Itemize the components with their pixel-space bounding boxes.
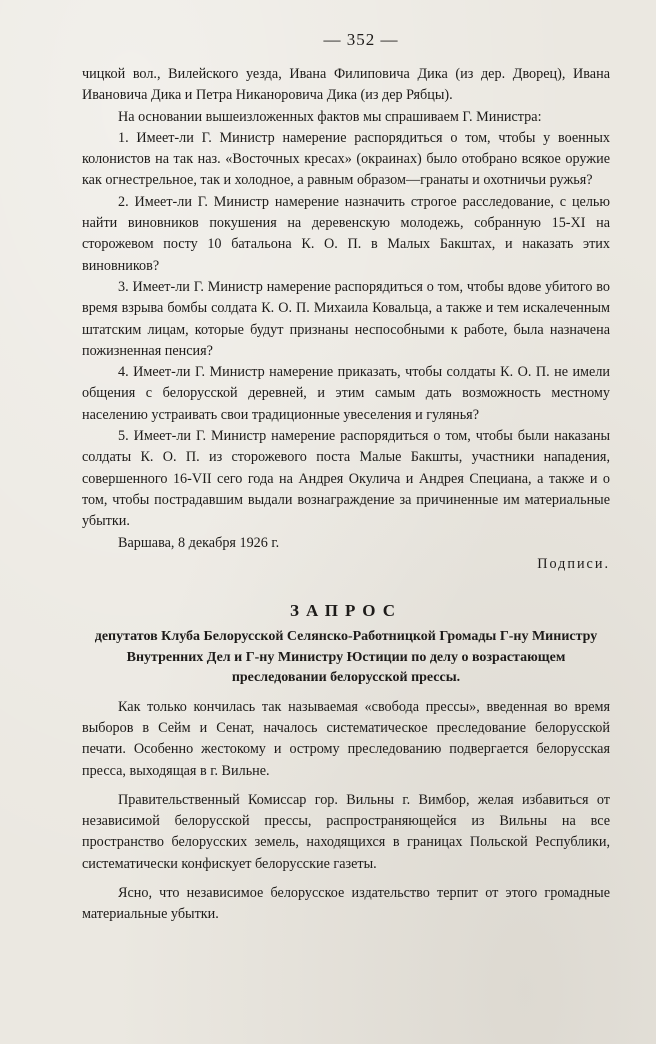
signature-line [82, 554, 610, 575]
paragraph-continuation: чицкой вол., Вилейского уезда, Ивана Филиповича Дика (из дер. Дворец), Ивана Ивановича Дика и Петра Никаноровича Дика (из дер Рябцы). [82, 66, 610, 104]
question-5: 5. Имеет-ли Г. Министр намерение распорядиться о том, чтобы были наказаны солдаты К. О. П. из сторожевого поста Малые Бакшты, участники нападения, совершенного 16-VII сего года на Андрея Окулича и Андрея Специана, а также и о том, чтобы пострадавшим выдали вознаграждение за причиненные им материальные убытки. [82, 428, 610, 530]
paragraph-press-1: Как только кончилась так называемая «свобода прессы», введенная во время выборов в Сейм и Сенат, началось систематическое преследование белорусской печати. Особенно жестокому и острому преследованию подвергается белорусская пресса, выходящая в г. Вильне. [82, 698, 610, 779]
section-subtitle: депутатов Клуба Белорусской Селянско-Работницкой Громады Г-ну Министру Внутренних Дел и Г-ну Министру Юстиции по делу о возрастающем преследовании белорусской прессы. [94, 629, 598, 686]
date-line [82, 533, 610, 554]
paragraph-press-3: Ясно, что независимое белорусское издательство терпит от этого громадные материальные убытки. [82, 885, 610, 923]
section-title: ЗАПРОС [289, 601, 403, 621]
page-number: — 352 — [323, 30, 399, 49]
question-2: 2. Имеет-ли Г. Министр намерение назначить строгое расследование, с целью найти виновников покушения на деревенскую молодежь, собранную 15-XI на сторожевом посту 10 батальона К. О. П. в Малых Бакштах, и наказать этих виновников? [82, 193, 610, 274]
question-4: 4. Имеет-ли Г. Министр намерение приказать, чтобы солдаты К. О. П. не имели общения с белорусской деревней, и этим самым дать возможность местному населению устраивать свои традиционные увеселения и гулянья? [82, 364, 610, 423]
question-1: 1. Имеет-ли Г. Министр намерение распорядиться о том, чтобы у военных колонистов на так наз. «Восточных кресах» (окраинах) было отобрано всякое оружие как огнестрельное, так и холодное, а равным образом—гранаты и охотничьи ружья? [82, 129, 610, 189]
signatures-text: Подписи. [537, 555, 610, 572]
paragraph-press-2: Правительственный Комиссар гор. Вильны г. Вимбор, желая избавиться от независимой белорусской прессы, распространяющейся из Вильны на все пространство белорусских земель, находящихся в границах Польской Республики, систематически конфискует белорусские газеты. [82, 791, 610, 872]
paragraph-question-intro: На основании вышеизложенных фактов мы спрашиваем Г. Министра: [118, 108, 542, 125]
date-text: Варшава, 8 декабря 1926 г. [118, 534, 280, 551]
question-3: 3. Имеет-ли Г. Министр намерение распорядиться о том, чтобы вдове убитого во время взрыва бомбы солдата К. О. П. Михаила Ковальца, а также и тем искалеченным штатским лицам, которые будут признаны неспособными к работе, была назначена пожизненная пенсия? [82, 278, 610, 359]
